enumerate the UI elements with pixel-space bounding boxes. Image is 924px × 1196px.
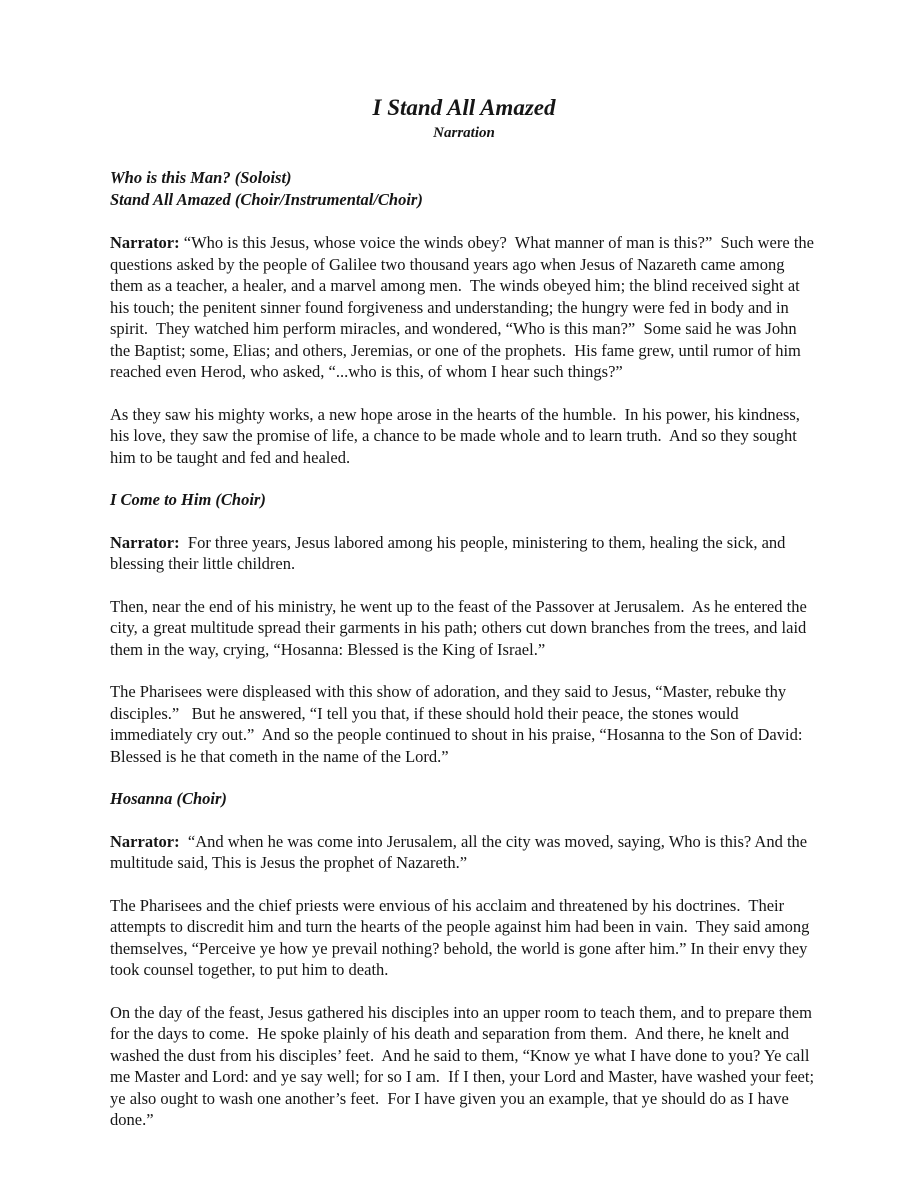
- narrator-label: Narrator:: [110, 831, 180, 851]
- narrator-paragraph: [110, 831, 818, 874]
- narrator-label: Narrator:: [110, 532, 180, 552]
- program-line-stand-all-amazed: Stand All Amazed (Choir/Instrumental/Choir): [110, 190, 423, 209]
- narrator-paragraph: [110, 532, 818, 575]
- section-heading-i-come-to-him: I Come to Him (Choir): [110, 490, 266, 509]
- narrator-paragraph: [110, 232, 818, 383]
- paragraph-text: Then, near the end of his ministry, he went up to the feast of the Passover at Jerusalem. As he entered the city, a great multitude spread their garments in his path; others cut down branches from the trees, and laid them in the way, crying, “Hosanna: Blessed is the King of Israel.”: [110, 596, 811, 659]
- paragraph: [110, 895, 818, 981]
- paragraph: [110, 1002, 818, 1131]
- paragraph-text: “Who is this Jesus, whose voice the winds obey? What manner of man is this?” Such were the questions asked by the people of Galilee two thousand years ago when Jesus of Nazareth came among them as a teacher, a healer, and a marvel among men. The winds obeyed him; the blind received sight at his touch; the penitent sinner found forgiveness and understanding; the hungry were fed in body and in spirit. They watched him perform miracles, and wondered, “Who is this man?” Some said he was John the Baptist; some, Elias; and others, Jeremias, or one of the prophets. His fame grew, until rumor of him reached even Herod, who asked, “...who is this, of whom I hear such things?”: [110, 233, 819, 381]
- document-title: I Stand All Amazed: [372, 95, 556, 120]
- program-line-who-is-this-man: Who is this Man? (Soloist): [110, 168, 292, 187]
- paragraph-text: The Pharisees were displeased with this show of adoration, and they said to Jesus, “Master, rebuke thy disciples.” But he answered, “I tell you that, if these should hold their peace, the stones would immediately cry out.” And so the people continued to shout in his praise, “Hosanna to the Son of David: Blessed is he that cometh in the name of the Lord.”: [110, 682, 807, 766]
- paragraph-text: As they saw his mighty works, a new hope arose in the hearts of the humble. In his power, his kindness, his love, they saw the promise of life, a chance to be made whole and to learn truth. And so they sought him to be taught and fed and healed.: [110, 404, 805, 467]
- section-heading-hosanna: Hosanna (Choir): [110, 789, 227, 808]
- paragraph: [110, 681, 818, 767]
- paragraph-text: For three years, Jesus labored among his people, ministering to them, healing the sick, and blessing their little children.: [110, 532, 790, 573]
- paragraph-text: The Pharisees and the chief priests were envious of his acclaim and threatened by his doctrines. Their attempts to discredit him and turn the hearts of the people against him had been in vain. They said among themselves, “Perceive ye how ye prevail nothing? behold, the world is gone after him.” In their envy they took counsel together, to put him to death.: [110, 895, 814, 979]
- paragraph: [110, 596, 818, 661]
- paragraph: [110, 404, 818, 469]
- paragraph-text: “And when he was come into Jerusalem, all the city was moved, saying, Who is this? And the multitude said, This is Jesus the prophet of Nazareth.”: [110, 831, 812, 872]
- narrator-label: Narrator:: [110, 233, 180, 252]
- document-subtitle: Narration: [433, 125, 495, 141]
- program-list: [110, 167, 818, 211]
- narration-document: [110, 94, 818, 1152]
- paragraph-text: On the day of the feast, Jesus gathered his disciples into an upper room to teach them, and to prepare them for the days to come. He spoke plainly of his death and separation from them. And there, he knelt and washed the dust from his disciples’ feet. And he said to them, “Know ye what I have done to you? Ye call me Master and Lord: and ye say well; for so I am. If I then, your Lord and Master, have washed your feet; ye also ought to wash one another’s feet. For I have given you an example, that ye should do as I have done.”: [110, 1002, 819, 1129]
